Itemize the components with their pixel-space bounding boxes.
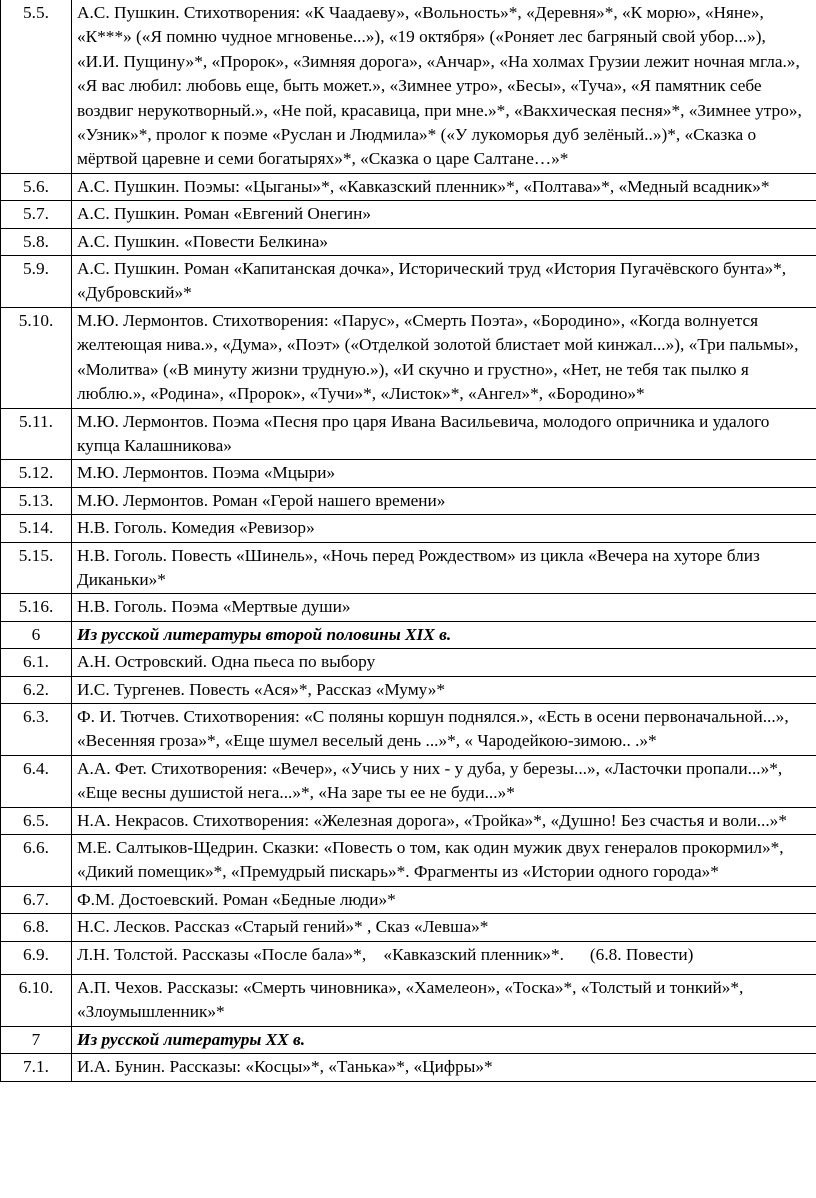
table-row [1, 649, 816, 676]
row-number: 5.11. [1, 408, 72, 460]
row-text: Н.А. Некрасов. Стихотворения: «Железная дорога», «Тройка»*, «Душно! Без счастья и воли...»* [72, 807, 816, 834]
table-row [1, 487, 816, 514]
row-number: 6.10. [1, 975, 72, 1027]
table-row [1, 941, 816, 974]
table-row [1, 807, 816, 834]
row-text: А.С. Пушкин. «Повести Белкина» [72, 228, 816, 255]
row-number: 5.8. [1, 228, 72, 255]
row-text: Ф.М. Достоевский. Роман «Бедные люди»* [72, 886, 816, 913]
row-text: Н.В. Гоголь. Повесть «Шинель», «Ночь перед Рождеством» из цикла «Вечера на хуторе близ Диканьки»* [72, 542, 816, 594]
row-number: 7.1. [1, 1054, 72, 1081]
row-number: 6.3. [1, 703, 72, 755]
section-title: Из русской литературы второй половины XIX в. [72, 621, 816, 648]
table-row [1, 460, 816, 487]
row-text: Н.С. Лесков. Рассказ «Старый гений»* , Сказ «Левша»* [72, 914, 816, 941]
section-header-row [1, 621, 816, 648]
row-number: 5.16. [1, 594, 72, 621]
row-number: 6.5. [1, 807, 72, 834]
table-row [1, 975, 816, 1027]
table-row [1, 307, 816, 408]
row-text: М.Ю. Лермонтов. Роман «Герой нашего времени» [72, 487, 816, 514]
table-row [1, 256, 816, 308]
row-number: 5.12. [1, 460, 72, 487]
row-number: 5.13. [1, 487, 72, 514]
row-number: 5.10. [1, 307, 72, 408]
row-text: М.Ю. Лермонтов. Стихотворения: «Парус», «Смерть Поэта», «Бородино», «Когда волнуется желтеющая нива.», «Дума», «Поэт» («Отделкой золотой блистает мой кинжал...»), «Три пальмы», «Молитва» («В минуту жизни трудную.»), «И скучно и грустно», «Нет, не тебя так пылко я люблю.», «Родина», «Пророк», «Тучи»*, «Листок»*, «Ангел»*, «Бородино»* [72, 307, 816, 408]
row-text: М.Е. Салтыков-Щедрин. Сказки: «Повесть о том, как один мужик двух генералов прокормил»*, «Дикий помещик»*, «Премудрый пискарь»*. Фрагменты из «Истории одного города»* [72, 835, 816, 887]
table-row [1, 755, 816, 807]
table-row [1, 914, 816, 941]
row-text: М.Ю. Лермонтов. Поэма «Песня про царя Ивана Васильевича, молодого опричника и удалого купца Калашникова» [72, 408, 816, 460]
row-number: 5.7. [1, 201, 72, 228]
table-row [1, 676, 816, 703]
table-row [1, 835, 816, 887]
row-number: 6.2. [1, 676, 72, 703]
table-row [1, 228, 816, 255]
row-text: А.А. Фет. Стихотворения: «Вечер», «Учись у них - у дуба, у березы...», «Ласточки пропали...»*, «Еще весны душистой нега...»*, «На заре ты ее не буди...»* [72, 755, 816, 807]
row-number: 6.6. [1, 835, 72, 887]
section-number: 6 [1, 621, 72, 648]
section-number: 7 [1, 1026, 72, 1053]
row-text: Н.В. Гоголь. Поэма «Мертвые души» [72, 594, 816, 621]
section-title: Из русской литературы XX в. [72, 1026, 816, 1053]
row-text: А.П. Чехов. Рассказы: «Смерть чиновника», «Хамелеон», «Тоска»*, «Толстый и тонкий»*, «Злоумышленник»* [72, 975, 816, 1027]
row-text: М.Ю. Лермонтов. Поэма «Мцыри» [72, 460, 816, 487]
row-number: 6.8. [1, 914, 72, 941]
row-number: 5.5. [1, 0, 72, 173]
row-number: 6.9. [1, 941, 72, 974]
table-row [1, 0, 816, 173]
table-body [1, 0, 816, 1081]
table-row [1, 408, 816, 460]
row-text: Ф. И. Тютчев. Стихотворения: «С поляны коршун поднялся.», «Есть в осени первоначальной...», «Весенняя гроза»*, «Еще шумел веселый день ...»*, « Чародейкою-зимою.. .»* [72, 703, 816, 755]
table-row [1, 594, 816, 621]
table-row [1, 703, 816, 755]
row-number: 6.1. [1, 649, 72, 676]
table-row [1, 1054, 816, 1081]
table-row [1, 173, 816, 200]
row-number: 5.9. [1, 256, 72, 308]
table-row [1, 542, 816, 594]
section-header-row [1, 1026, 816, 1053]
row-text: Л.Н. Толстой. Рассказы «После бала»*, «Кавказский пленник»*. (6.8. Повести) [72, 941, 816, 974]
row-text: И.А. Бунин. Рассказы: «Косцы»*, «Танька»*, «Цифры»* [72, 1054, 816, 1081]
table-row [1, 201, 816, 228]
row-text: И.С. Тургенев. Повесть «Ася»*, Рассказ «Муму»* [72, 676, 816, 703]
row-number: 5.14. [1, 515, 72, 542]
row-text: А.С. Пушкин. Стихотворения: «К Чаадаеву», «Вольность»*, «Деревня»*, «К морю», «Няне», «К***» («Я помню чудное мгновенье...»), «19 октября» («Роняет лес багряный свой убор...»), «И.И. Пущину»*, «Пророк», «Зимняя дорога», «Анчар», «На холмах Грузии лежит ночная мгла.», «Я вас любил: любовь еще, быть может.», «Зимнее утро», «Бесы», «Туча», «Я памятник себе воздвиг нерукотворный.», «Не пой, красавица, при мне.»*, «Вакхическая песня»*, «Зимнее утро», «Узник»*, пролог к поэме «Руслан и Людмила»* («У лукоморья дуб зелёный..»)*, «Сказка о мёртвой царевне и семи богатырях»*, «Сказка о царе Салтане…»* [72, 0, 816, 173]
row-number: 5.6. [1, 173, 72, 200]
row-number: 6.4. [1, 755, 72, 807]
table-row [1, 515, 816, 542]
row-text: А.С. Пушкин. Поэмы: «Цыганы»*, «Кавказский пленник»*, «Полтава»*, «Медный всадник»* [72, 173, 816, 200]
row-number: 5.15. [1, 542, 72, 594]
row-number: 6.7. [1, 886, 72, 913]
row-text: А.С. Пушкин. Роман «Капитанская дочка», Исторический труд «История Пугачёвского бунта»*, «Дубровский»* [72, 256, 816, 308]
table-row [1, 886, 816, 913]
row-text: Н.В. Гоголь. Комедия «Ревизор» [72, 515, 816, 542]
row-text: А.Н. Островский. Одна пьеса по выбору [72, 649, 816, 676]
row-text: А.С. Пушкин. Роман «Евгений Онегин» [72, 201, 816, 228]
